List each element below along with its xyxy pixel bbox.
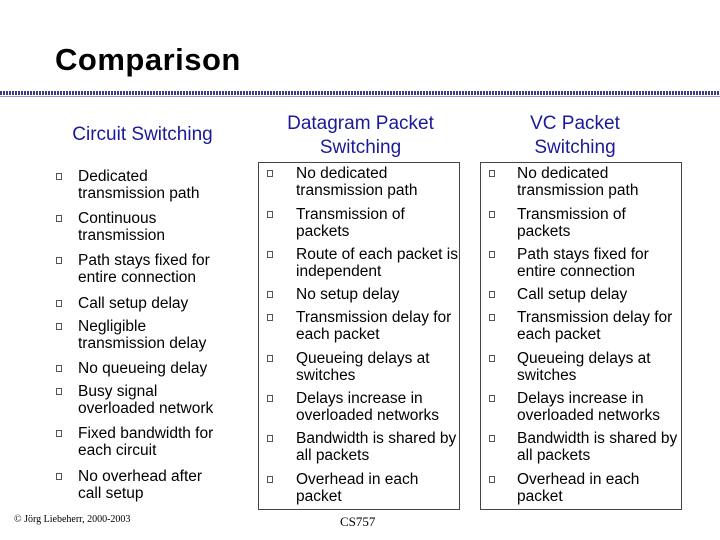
bullet-icon xyxy=(489,355,495,362)
list-item: Fixed bandwidth for each circuit xyxy=(78,425,228,459)
list-item: Queueing delays at switches xyxy=(517,350,679,384)
panel-circuit-switching xyxy=(50,164,230,508)
bullet-icon xyxy=(56,215,62,222)
list-item: Bandwidth is shared by all packets xyxy=(517,430,679,464)
heading-vc-packet-switching: VC Packet Switching xyxy=(530,113,620,158)
list-item: Call setup delay xyxy=(78,295,228,312)
list-item: Negligible transmission delay xyxy=(78,318,228,352)
bullet-icon xyxy=(489,211,495,218)
slide-title: Comparison xyxy=(55,42,241,77)
bullet-icon xyxy=(267,395,273,402)
list-item: Continuous transmission xyxy=(78,210,228,244)
list-item: Overhead in each packet xyxy=(517,471,679,505)
bullet-icon xyxy=(267,291,273,298)
list-item: Path stays fixed for entire connection xyxy=(78,252,228,286)
bullet-icon xyxy=(267,314,273,321)
list-item: Bandwidth is shared by all packets xyxy=(296,430,458,464)
list-item: No dedicated transmission path xyxy=(517,165,679,199)
bullet-icon xyxy=(489,291,495,298)
list-item: No overhead after call setup xyxy=(78,468,228,502)
bullet-icon xyxy=(489,170,495,177)
panel-vc-packet-switching xyxy=(480,162,682,510)
list-item: Route of each packet is independent xyxy=(296,246,458,280)
list-item: Transmission delay for each packet xyxy=(517,309,679,343)
heading-datagram-packet-switching: Datagram Packet Switching xyxy=(287,113,434,158)
heading-circuit-switching: Circuit Switching xyxy=(72,124,213,145)
bullet-icon xyxy=(267,435,273,442)
list-item: Transmission of packets xyxy=(296,206,458,240)
bullet-icon xyxy=(56,300,62,307)
bullet-icon xyxy=(489,395,495,402)
list-item: Delays increase in overloaded networks xyxy=(517,390,679,424)
bullet-icon xyxy=(267,476,273,483)
list-item: Path stays fixed for entire connection xyxy=(517,246,679,280)
panel-datagram-packet-switching xyxy=(258,162,460,510)
title-rule-thin xyxy=(0,96,720,97)
bullet-icon xyxy=(489,251,495,258)
list-item: Delays increase in overloaded networks xyxy=(296,390,458,424)
list-item: Transmission delay for each packet xyxy=(296,309,458,343)
list-item: Dedicated transmission path xyxy=(78,168,228,202)
bullet-icon xyxy=(267,251,273,258)
bullet-icon xyxy=(56,388,62,395)
bullet-icon xyxy=(56,473,62,480)
bullet-icon xyxy=(267,355,273,362)
bullet-icon xyxy=(489,476,495,483)
bullet-icon xyxy=(489,435,495,442)
bullet-icon xyxy=(56,430,62,437)
bullet-icon xyxy=(489,314,495,321)
footer-course: CS757 xyxy=(340,514,376,529)
title-rule xyxy=(0,91,720,95)
list-item: Queueing delays at switches xyxy=(296,350,458,384)
bullet-icon xyxy=(56,257,62,264)
list-item: Call setup delay xyxy=(517,286,679,303)
bullet-icon xyxy=(56,173,62,180)
list-item: No queueing delay xyxy=(78,360,228,377)
bullet-icon xyxy=(56,323,62,330)
bullet-icon xyxy=(267,170,273,177)
footer-copyright: © Jörg Liebeherr, 2000-2003 xyxy=(14,514,131,525)
bullet-icon xyxy=(56,365,62,372)
list-item: Busy signal overloaded network xyxy=(78,383,228,417)
list-item: Overhead in each packet xyxy=(296,471,458,505)
list-item: No setup delay xyxy=(296,286,458,303)
list-item: Transmission of packets xyxy=(517,206,679,240)
list-item: No dedicated transmission path xyxy=(296,165,458,199)
bullet-icon xyxy=(267,211,273,218)
